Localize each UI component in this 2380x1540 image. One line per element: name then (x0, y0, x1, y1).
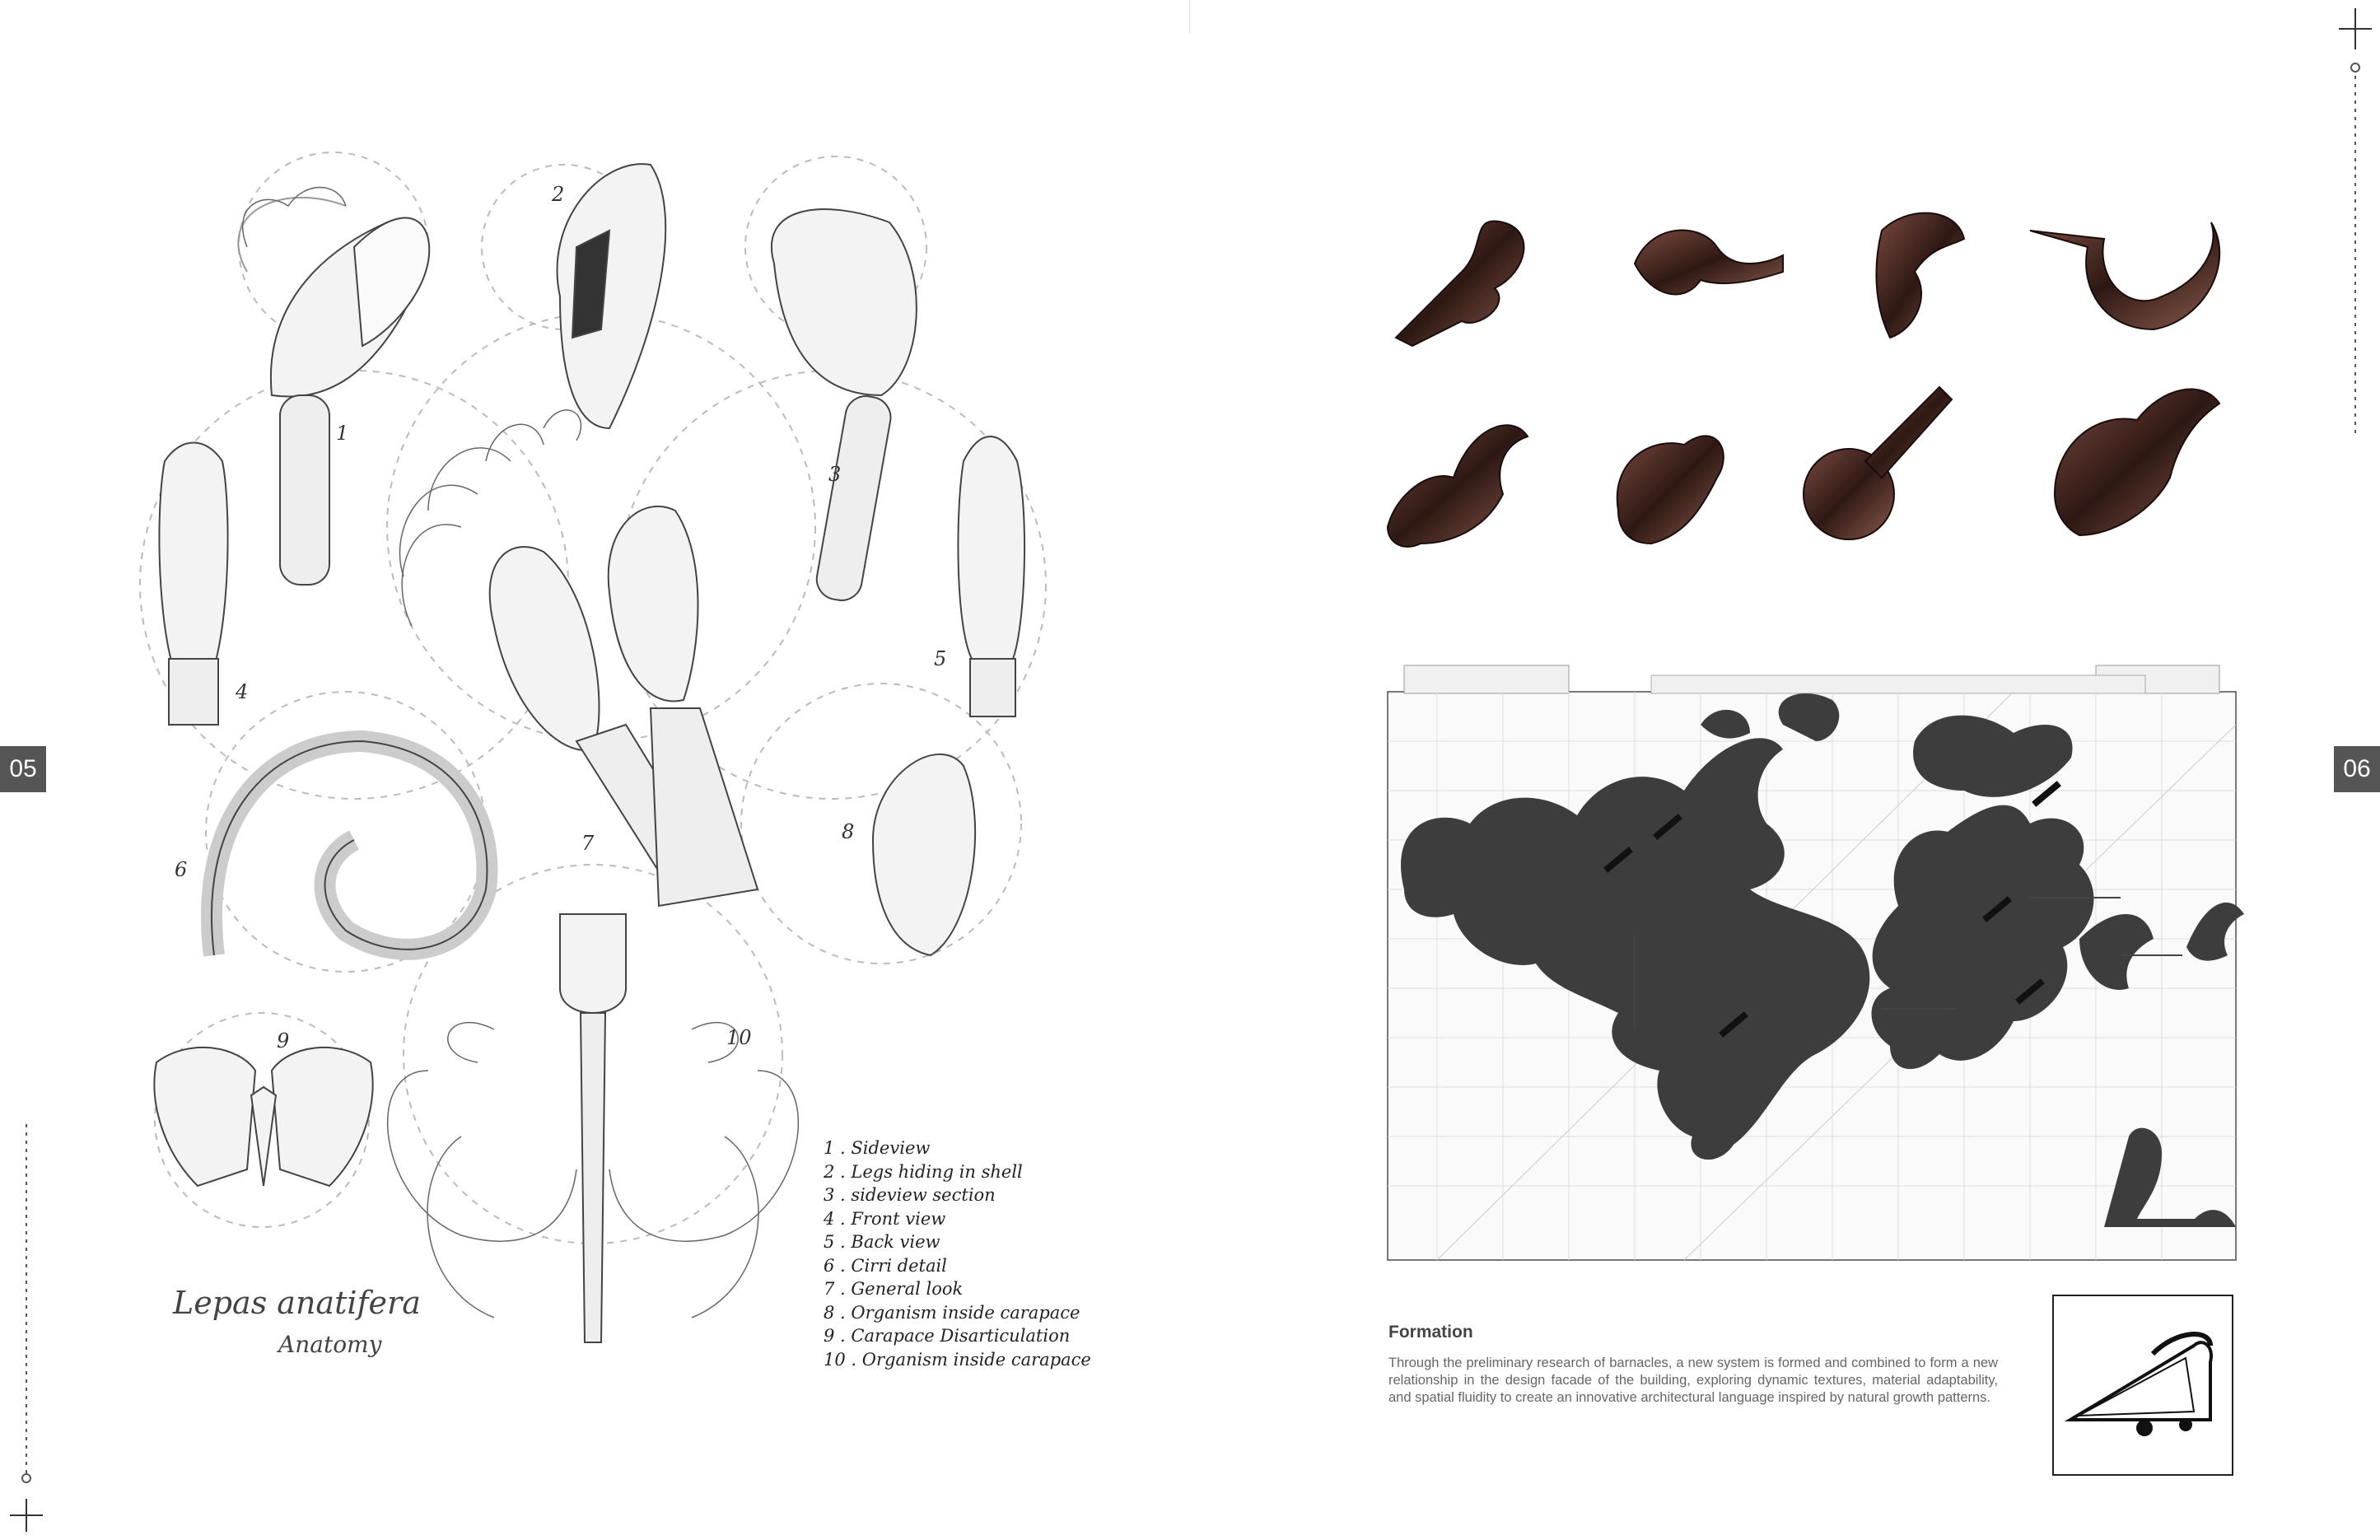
legend-item: 3 . sideview section (824, 1185, 996, 1205)
figure-number-7: 7 (581, 832, 595, 855)
figure-number-3: 3 (828, 463, 842, 486)
formation-title: Formation (1388, 1323, 1473, 1342)
legend-item: 5 . Back view (824, 1232, 940, 1252)
facade-thumbnail (2052, 1295, 2233, 1476)
figure-number-6: 6 (175, 858, 188, 881)
figure-number-2: 2 (552, 183, 565, 206)
figure-number-8: 8 (842, 820, 855, 843)
anatomy-legend (824, 1136, 1091, 1371)
legend-item: 10 . Organism inside carapace (824, 1349, 1091, 1370)
figure-number-4: 4 (236, 680, 249, 703)
thumbnail-drawing (2054, 1296, 2232, 1474)
figure-number-1: 1 (336, 422, 349, 445)
species-subtitle: Anatomy (278, 1331, 382, 1358)
legend-item: 6 . Cirri detail (824, 1255, 947, 1276)
ornament-group (1388, 387, 2219, 547)
figure-number-9: 9 (277, 1029, 290, 1052)
legend-item: 4 . Front view (824, 1208, 946, 1229)
legend-item: 8 . Organism inside carapace (824, 1302, 1080, 1323)
page-number-left: 05 (0, 746, 46, 792)
figure-number-5: 5 (934, 647, 947, 670)
ornament-group (1396, 213, 2219, 346)
figure-number-10: 10 (726, 1026, 752, 1049)
legend-item: 9 . Carapace Disarticulation (824, 1326, 1071, 1346)
legend-item: 7 . General look (824, 1279, 964, 1299)
page-number-right: 06 (2334, 746, 2380, 792)
legend-item: 2 . Legs hiding in shell (824, 1161, 1023, 1182)
formation-description: Through the preliminary research of barnacles, a new system is formed and combined to form a new relationship in the design facade of the building, exploring dynamic textures, material adaptability, and spatial fluidity to create an innovative architectural language inspired by natural growth patterns. (1388, 1356, 1998, 1405)
legend-item: 1 . Sideview (824, 1138, 931, 1158)
right-page (1190, 0, 2380, 1540)
species-title: Lepas anatifera (173, 1285, 421, 1321)
